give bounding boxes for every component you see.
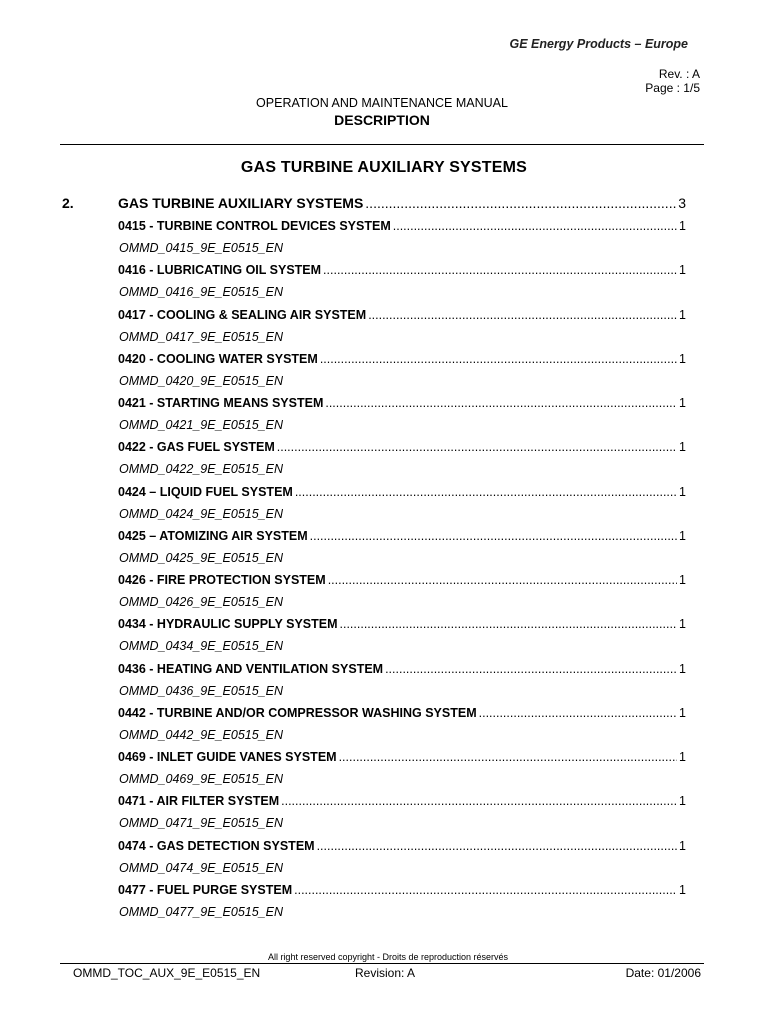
revision-label: Rev. : A [658,67,700,81]
page-title: GAS TURBINE AUXILIARY SYSTEMS [240,159,528,176]
toc-entry-title: 0474 - GAS DETECTION SYSTEM [118,838,315,853]
toc-entry-title: 0469 - INLET GUIDE VANES SYSTEM [118,750,337,764]
toc-leader-dots [385,662,677,676]
toc-entry-code: OMMD_0426_9E_E0515_EN [119,595,283,609]
section-type: DESCRIPTION [334,112,430,128]
toc-entry-page: 1 [679,617,686,632]
toc-entry-code: OMMD_0420_9E_E0515_EN [119,373,283,388]
toc-entry-row[interactable] [118,883,686,897]
footer-divider [60,963,704,964]
toc-entry-title: 0425 – ATOMIZING AIR SYSTEM [118,528,308,543]
toc-entry-code: OMMD_0471_9E_E0515_EN [119,816,283,831]
toc-entry-page: 1 [679,307,686,322]
toc-entry-row[interactable] [118,662,686,676]
toc-entry-code: OMMD_0474_9E_E0515_EN [119,860,283,875]
toc-leader-dots [295,485,677,499]
copyright-notice: All right reserved copyright - Droits de reproduction réservés [267,952,509,962]
toc-entry-title: 0416 - LUBRICATING OIL SYSTEM [118,263,322,278]
toc-entry-page: 1 [679,794,686,809]
toc-leader-dots [277,440,677,454]
toc-leader-dots [320,352,677,366]
toc-leader-dots [325,396,677,410]
toc-leader-dots [340,617,678,631]
footer-date: Date: 01/2006 [625,966,701,980]
toc-leader-dots [310,529,677,543]
toc-entry-page: 1 [679,528,686,543]
toc-entry-code: OMMD_0415_9E_E0515_EN [119,241,283,255]
toc-entry-row[interactable] [118,352,686,366]
toc-entry-code: OMMD_0424_9E_E0515_EN [119,506,283,521]
toc-entry-page: 1 [679,882,686,897]
toc-entry-row[interactable] [118,529,686,543]
toc-entry-code: OMMD_0477_9E_E0515_EN [119,904,283,919]
toc-entry-title: 0417 - COOLING & SEALING AIR SYSTEM [118,307,367,322]
toc-leader-dots [281,794,677,808]
toc-entry-page: 1 [679,263,686,278]
page-number: Page : 1/5 [645,81,700,95]
toc-entry-row[interactable] [118,263,686,277]
toc-leader-dots [479,706,677,720]
footer-revision: Revision: A [355,966,416,980]
toc-entry-code: OMMD_0469_9E_E0515_EN [119,772,283,786]
toc-entry-row[interactable] [118,485,686,499]
toc-entry-title: 0426 - FIRE PROTECTION SYSTEM [118,573,326,587]
toc-entry-row[interactable] [118,396,686,410]
toc-entry-code: OMMD_0436_9E_E0515_EN [119,683,283,698]
footer-doc-id: OMMD_TOC_AUX_9E_E0515_EN [73,966,261,980]
toc-leader-dots [368,308,677,322]
toc-section-page: 3 [678,195,686,211]
toc-leader-dots [328,573,677,587]
toc-leader-dots [294,883,677,897]
toc-entry-title: 0436 - HEATING AND VENTILATION SYSTEM [118,661,384,676]
toc-entry-page: 1 [679,661,686,676]
toc-entry-title: 0420 - COOLING WATER SYSTEM [118,351,318,366]
toc-entry-row[interactable] [118,219,686,233]
toc-section-title: GAS TURBINE AUXILIARY SYSTEMS [118,195,364,211]
toc-entry-row[interactable] [118,308,686,322]
toc-entry-page: 1 [679,750,686,764]
toc-leader-dots [317,839,677,853]
section-number: 2. [62,195,74,211]
toc-entry-title: 0471 - AIR FILTER SYSTEM [118,794,280,809]
toc-entry-title: 0424 – LIQUID FUEL SYSTEM [118,484,293,499]
toc-leader-dots [323,263,677,277]
toc-entry-code: OMMD_0425_9E_E0515_EN [119,550,283,565]
toc-entry-page: 1 [679,396,686,410]
toc-entry-page: 1 [679,351,686,366]
toc-entry-row[interactable] [118,706,686,720]
toc-entry-code: OMMD_0416_9E_E0515_EN [119,285,283,300]
company-name: GE Energy Products – Europe [509,37,688,51]
toc-entry-title: 0434 - HYDRAULIC SUPPLY SYSTEM [118,617,338,632]
toc-entry-code: OMMD_0421_9E_E0515_EN [119,418,283,432]
toc-entry-row[interactable] [118,440,686,454]
toc-entry-title: 0421 - STARTING MEANS SYSTEM [118,396,324,410]
toc-entry-page: 1 [679,573,686,587]
toc-entry-row[interactable] [118,750,686,764]
toc-entry-page: 1 [679,838,686,853]
toc-leader-dots [339,750,677,764]
manual-title: OPERATION AND MAINTENANCE MANUAL [256,96,508,110]
toc-leader-dots [365,195,676,211]
toc-entry-row[interactable] [118,794,686,808]
toc-entry-row[interactable] [118,573,686,587]
toc-entry-code: OMMD_0422_9E_E0515_EN [119,462,283,477]
toc-entry-title: 0442 - TURBINE AND/OR COMPRESSOR WASHING SYSTEM [118,705,477,720]
toc-entry-page: 1 [679,440,686,455]
toc-entry-page: 1 [679,484,686,499]
toc-entry-code: OMMD_0442_9E_E0515_EN [119,727,283,742]
toc-entry-code: OMMD_0417_9E_E0515_EN [119,329,283,344]
toc-entry-title: 0477 - FUEL PURGE SYSTEM [118,882,293,897]
toc-entry-page: 1 [679,705,686,720]
toc-entry-title: 0415 - TURBINE CONTROL DEVICES SYSTEM [118,219,391,233]
toc-entry-row[interactable] [118,617,686,631]
toc-entry-row[interactable] [118,839,686,853]
toc-leader-dots [393,219,677,233]
toc-entry-title: 0422 - GAS FUEL SYSTEM [118,440,275,455]
toc-section-row[interactable] [118,195,686,211]
toc-entry-code: OMMD_0434_9E_E0515_EN [119,639,283,654]
header-divider [60,144,704,145]
toc-entry-page: 1 [679,219,686,233]
